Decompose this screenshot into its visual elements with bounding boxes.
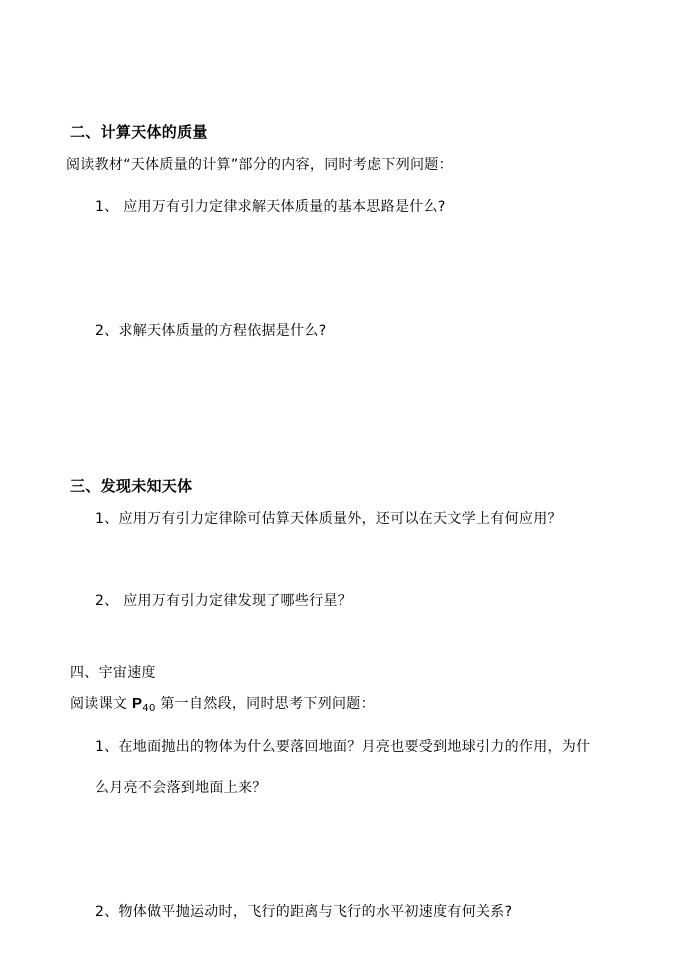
section-3-question-1: 1、应用万有引力定律除可估算天体质量外，还可以在天文学上有何应用？ (95, 511, 562, 527)
section-2-question-2: 2、求解天体质量的方程依据是什么? (95, 323, 327, 339)
section-2-intro: 阅读教材“天体质量的计算”部分的内容，同时考虑下列问题： (66, 157, 453, 173)
section-4-intro-suffix: 第一自然段，同时思考下列问题： (160, 696, 375, 712)
section-4-intro-prefix: 阅读课文 (70, 696, 128, 712)
section-4-question-1-line-1: 1、在地面抛出的物体为什么要落回地面？月亮也要受到地球引力的作用，为什 (95, 739, 591, 755)
section-2-heading: 二、计算天体的质量 (70, 123, 208, 141)
section-4-heading: 四、宇宙速度 (70, 665, 156, 681)
section-4-intro (70, 695, 375, 718)
section-4-question-2: 2、物体做平抛运动时，飞行的距离与飞行的水平初速度有何关系? (95, 904, 513, 920)
section-2-question-1: 1、 应用万有引力定律求解天体质量的基本思路是什么? (95, 199, 446, 215)
section-4-page-letter: P (131, 695, 143, 712)
section-4-page-number: 40 (142, 703, 156, 714)
section-3-heading: 三、发现未知天体 (70, 477, 193, 495)
section-4-question-1-line-2: 么月亮不会落到地面上来？ (95, 780, 267, 796)
section-3-question-2: 2、 应用万有引力定律发现了哪些行星？ (95, 593, 353, 609)
